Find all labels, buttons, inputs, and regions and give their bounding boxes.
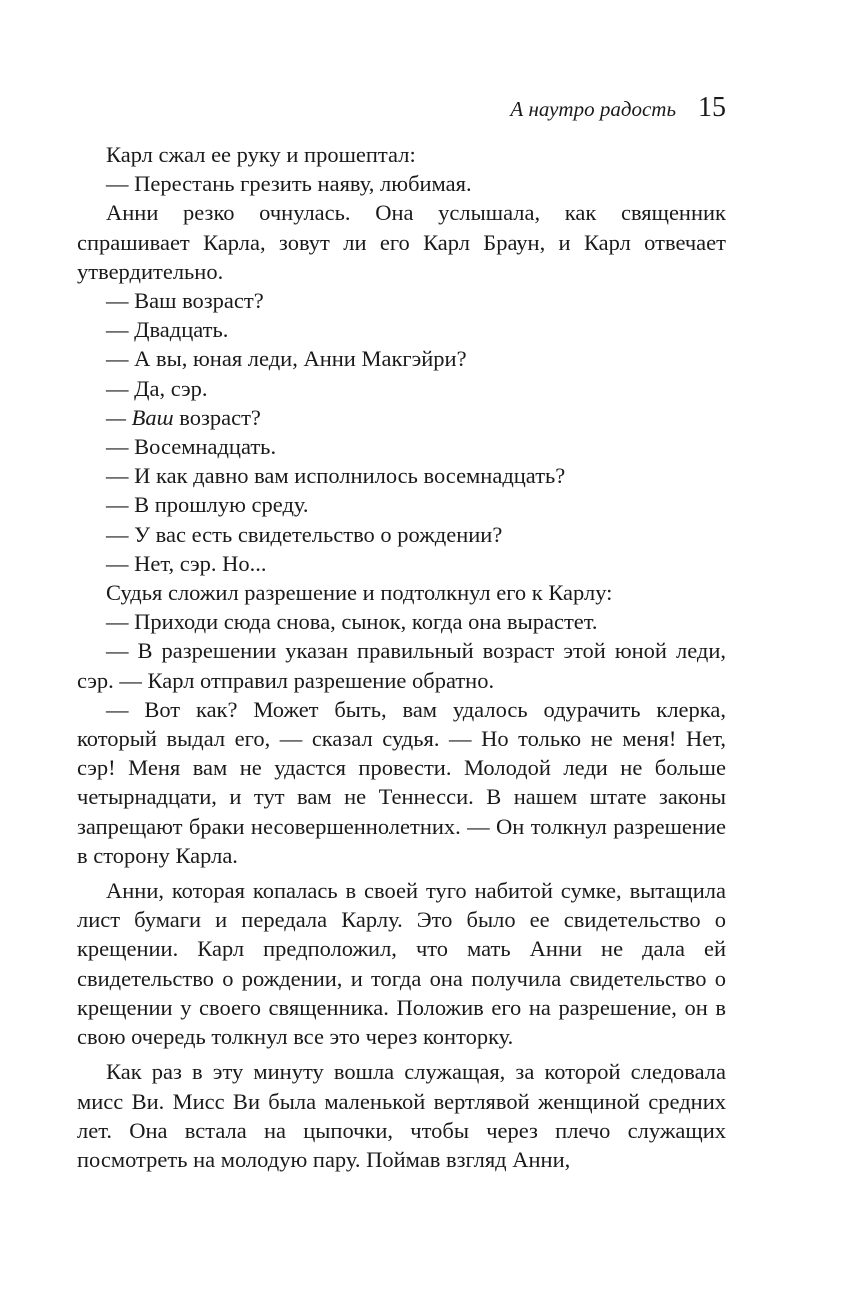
emphasized-word: Ваш: [131, 404, 174, 430]
dialogue-line: — Двадцать.: [106, 317, 229, 343]
dialogue-line: — Да, сэр.: [106, 375, 208, 401]
dialogue-line: — Ваш возраст?: [106, 288, 264, 314]
dialogue-line: — Перестань грезить наяву, любимая.: [106, 171, 472, 197]
page-number: 15: [698, 92, 726, 123]
dialogue-line: — Восемнадцать.: [106, 434, 277, 460]
dialogue-dash: —: [106, 404, 132, 430]
dialogue-line: — И как давно вам исполнилось восемнадцать?: [106, 463, 566, 489]
paragraph: Анни, которая копалась в своей туго набитой сумке, вытащила лист бумаги и передала Карлу. Это было ее свидетельство о крещении. Карл предположил, что мать Анни не дала ей свидетельство о рождении, и тогда она получила свидетельство о крещении у своего священника. Положив его на разрешение, он в свою очередь толкнул все это через конторку.: [77, 878, 726, 1050]
running-title: А наутро радость: [510, 97, 676, 121]
paragraph: — Вот как? Может быть, вам удалось одурачить клерка, который выдал его, — сказал судья. — Но только не меня! Нет, сэр! Меня вам не удастся провести. Молодой леди не больше четырнадцати, и тут вам не Теннесси. В нашем штате законы запрещают браки несовершеннолетних. — Он толкнул разрешение в сторону Карла.: [77, 696, 726, 868]
paragraph: Судья сложил разрешение и подтолкнул его к Карлу:: [106, 580, 613, 606]
dialogue-line: — У вас есть свидетельство о рождении?: [106, 521, 503, 547]
paragraph: Карл сжал ее руку и прошептал:: [106, 142, 416, 167]
dialogue-line: — Нет, сэр. Но...: [106, 550, 267, 576]
dialogue-line: — В прошлую среду.: [106, 492, 309, 518]
paragraph: — В разрешении указан правильный возраст этой юной леди, сэр. — Карл отправил разрешение обратно.: [77, 638, 726, 693]
dialogue-line: [77, 403, 726, 432]
paragraph: Анни резко очнулась. Она услышала, как священник спрашивает Карла, зовут ли его Карл Браун, и Карл отвечает утвердительно.: [77, 200, 726, 284]
body-text: [77, 140, 726, 1174]
dialogue-line: — А вы, юная леди, Анни Макгэйри?: [106, 346, 467, 372]
running-header: [77, 92, 726, 126]
dialogue-line: — Приходи сюда снова, сынок, когда она вырастет.: [106, 609, 598, 635]
dialogue-text: возраст?: [173, 404, 261, 430]
paragraph: Как раз в эту минуту вошла служащая, за которой следовала мисс Ви. Мисс Ви была маленькой вертлявой женщиной средних лет. Она встала на цыпочки, чтобы через плечо служащих посмотреть на молодую пару. Поймав взгляд Анни,: [77, 1059, 726, 1172]
